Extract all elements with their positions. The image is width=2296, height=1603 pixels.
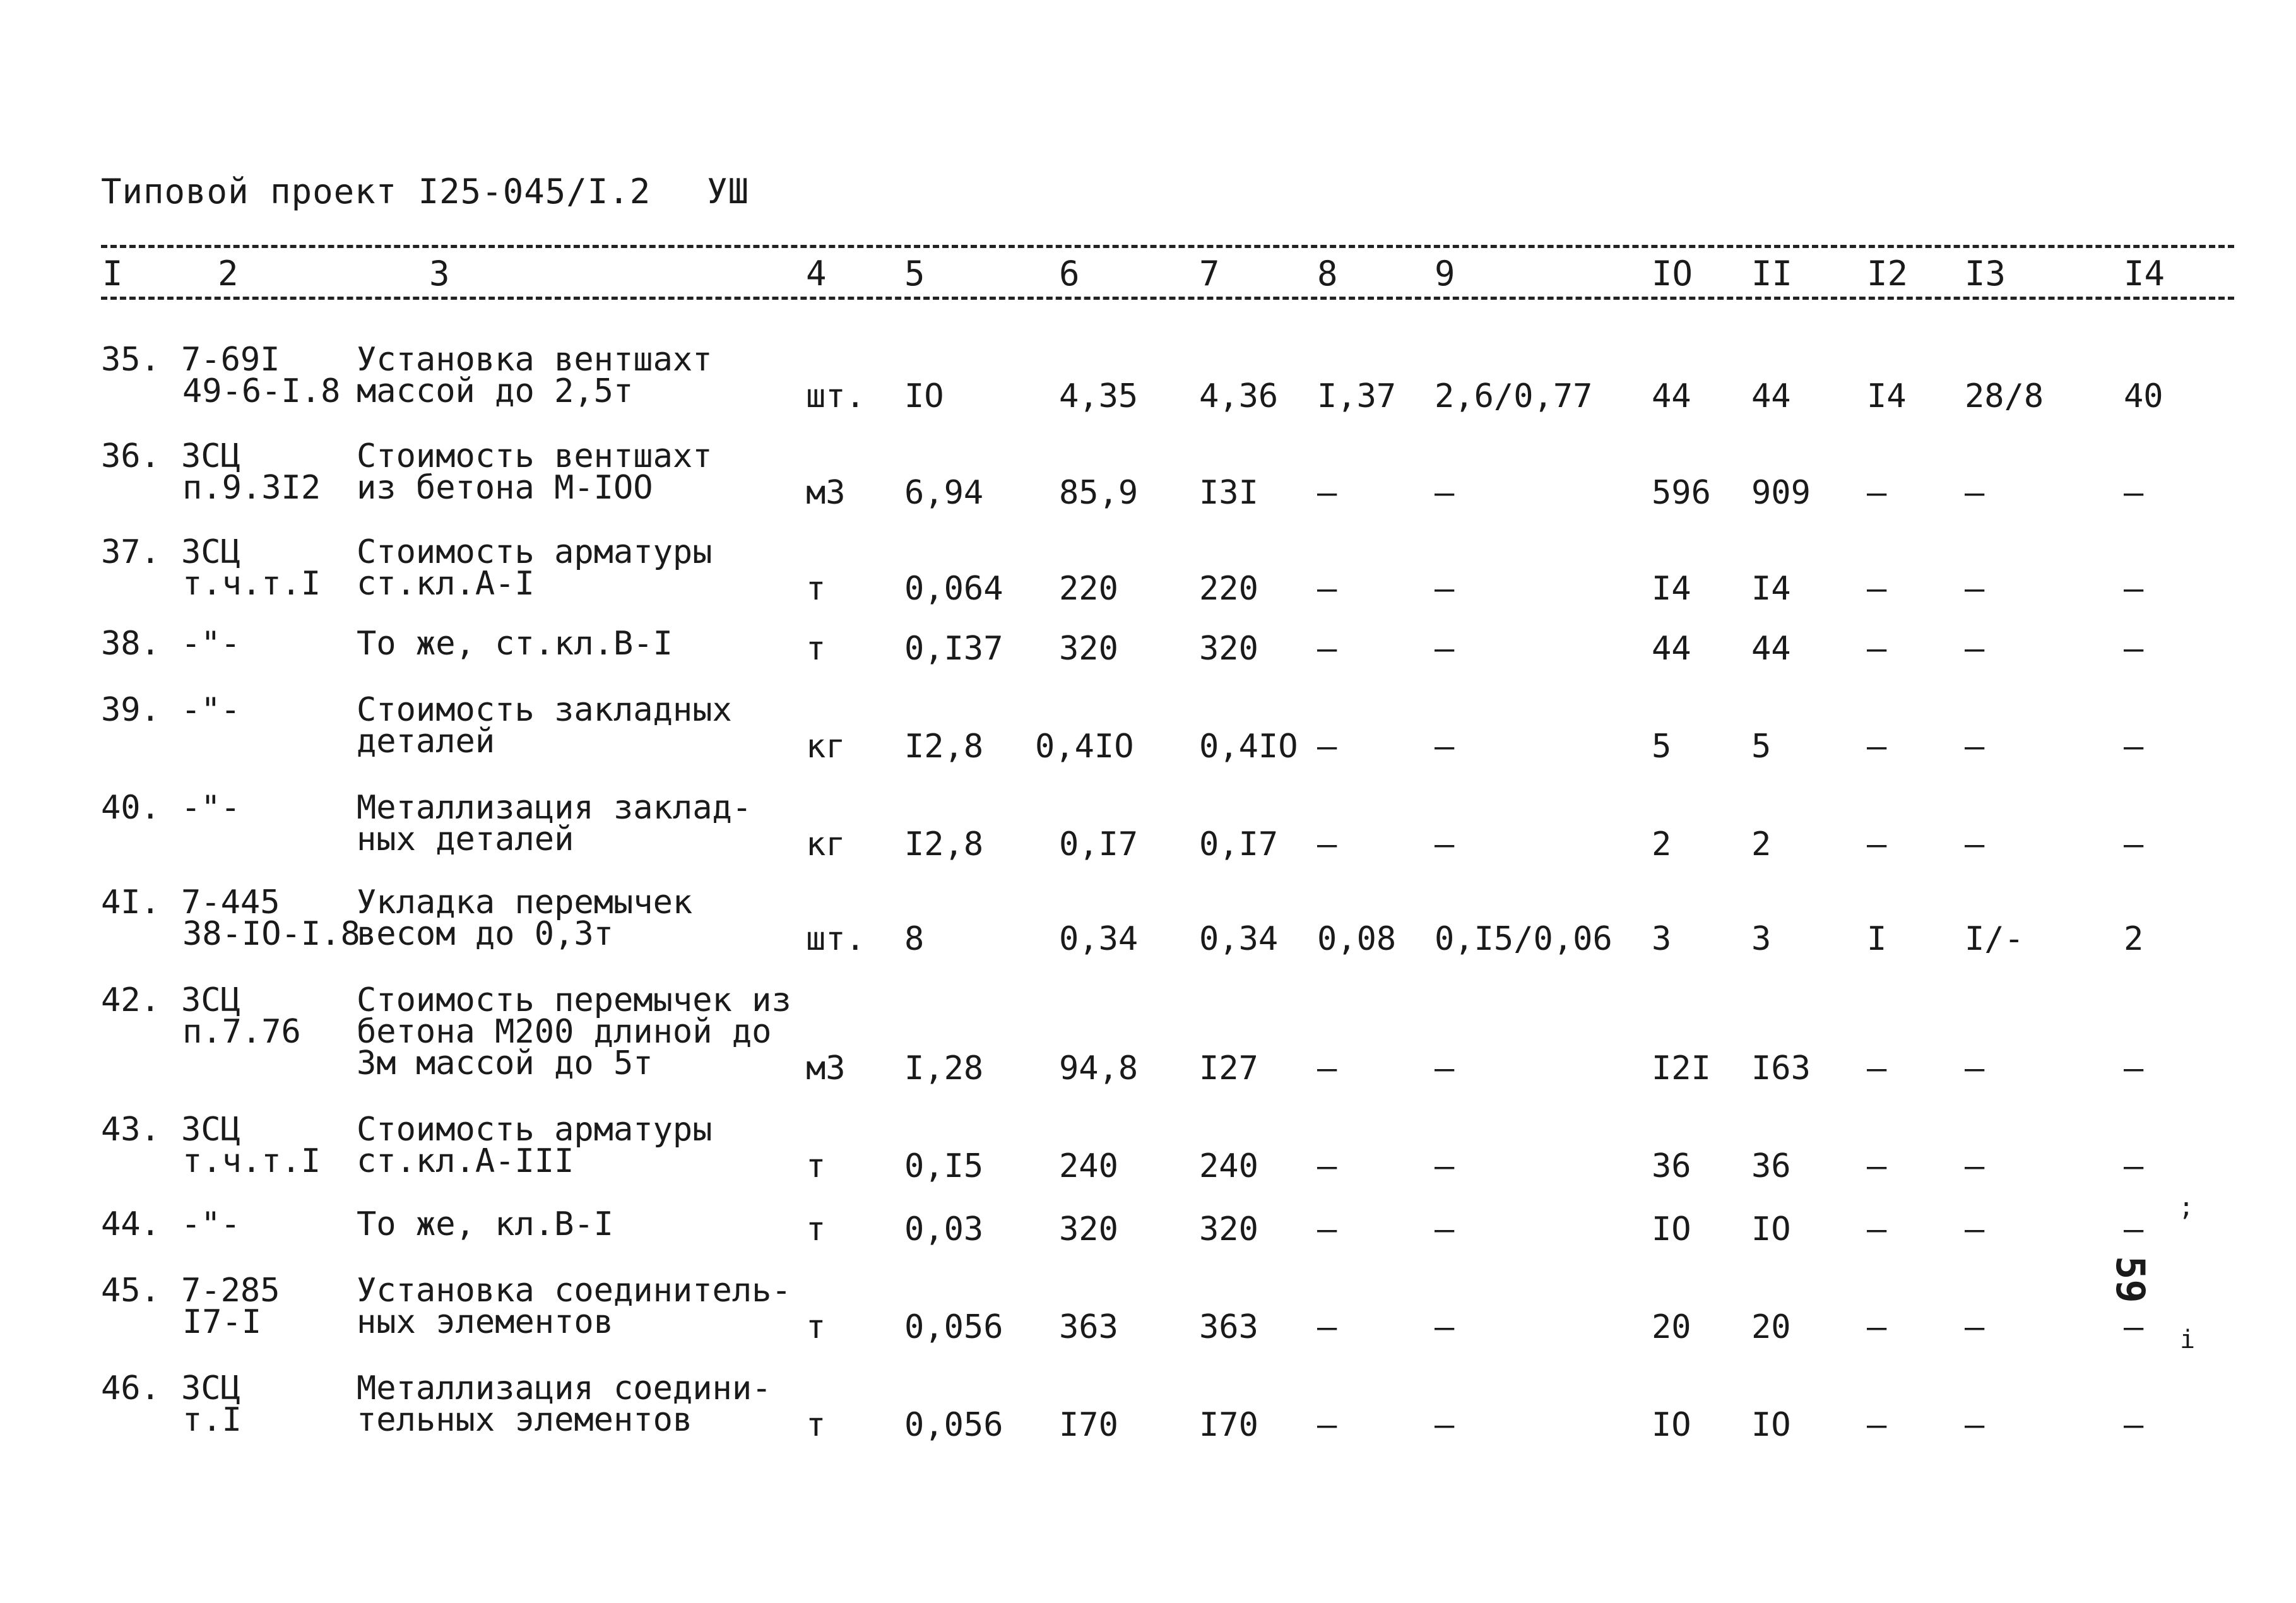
quantity-cell: I2,8 bbox=[904, 825, 984, 863]
machine-cell: – bbox=[1435, 728, 1455, 766]
unit-cost-cell: 320 bbox=[1059, 630, 1118, 668]
scan-mark: i bbox=[2180, 1325, 2196, 1354]
total-wage-cell: – bbox=[1867, 1050, 1887, 1087]
column-number: 2 bbox=[218, 254, 239, 293]
unit-cost-total-cell: I70 bbox=[1199, 1406, 1258, 1444]
norm-code: I7-I bbox=[182, 1303, 262, 1341]
total-cost-cell: 596 bbox=[1652, 474, 1711, 512]
column-number: I4 bbox=[2124, 254, 2165, 293]
work-description: Стоимость арматуры bbox=[357, 533, 713, 571]
row-number: 42. bbox=[101, 981, 160, 1019]
norm-code: -"- bbox=[181, 625, 240, 663]
document-header bbox=[101, 172, 750, 211]
total-cost-cell-2: 909 bbox=[1751, 474, 1811, 512]
norm-code: -"- bbox=[181, 789, 240, 827]
work-description: тельных элементов bbox=[357, 1401, 693, 1439]
total-machine-cell: – bbox=[1965, 1308, 1985, 1346]
unit-cell: т bbox=[806, 1147, 826, 1185]
quantity-cell: 0,I37 bbox=[904, 630, 1003, 668]
column-number: 5 bbox=[904, 254, 925, 293]
total-cost-cell-2: 44 bbox=[1751, 630, 1791, 668]
total-cost-cell: 44 bbox=[1652, 630, 1691, 668]
unit-cost-total-cell: 0,I7 bbox=[1199, 825, 1279, 863]
work-description: Укладка перемычек bbox=[357, 884, 693, 921]
norm-code: -"- bbox=[181, 1205, 240, 1243]
total-cost-cell-2: I63 bbox=[1751, 1050, 1811, 1087]
quantity-cell: 0,056 bbox=[904, 1308, 1003, 1346]
quantity-cell: I,28 bbox=[904, 1050, 984, 1087]
total-machine-cell: – bbox=[1965, 1147, 1985, 1185]
work-description: ст.кл.А-III bbox=[357, 1142, 574, 1180]
unit-cost-cell: 0,34 bbox=[1059, 920, 1139, 958]
row-number: 40. bbox=[101, 789, 160, 827]
total-wage-cell: – bbox=[1867, 728, 1887, 766]
unit-cost-total-cell: 363 bbox=[1199, 1308, 1258, 1346]
unit-cost-total-cell: I3I bbox=[1199, 474, 1258, 512]
norm-code: п.7.76 bbox=[182, 1013, 301, 1051]
column-number: 8 bbox=[1317, 254, 1338, 293]
row-number: 44. bbox=[101, 1205, 160, 1243]
total-wage-cell: – bbox=[1867, 1308, 1887, 1346]
unit-cell: шт. bbox=[806, 920, 865, 958]
work-description: ных элементов bbox=[357, 1303, 613, 1341]
quantity-cell: 6,94 bbox=[904, 474, 984, 512]
unit-cost-total-cell: 240 bbox=[1199, 1147, 1258, 1185]
labor-cell: – bbox=[2124, 570, 2144, 608]
work-description: Металлизация соедини- bbox=[357, 1369, 772, 1407]
unit-cost-cell: 4,35 bbox=[1059, 377, 1139, 415]
total-cost-cell: I2I bbox=[1652, 1050, 1711, 1087]
total-cost-cell: IO bbox=[1652, 1406, 1691, 1444]
total-cost-cell: 36 bbox=[1652, 1147, 1691, 1185]
work-description: То же, кл.В-I bbox=[357, 1205, 613, 1243]
total-cost-cell: 20 bbox=[1652, 1308, 1691, 1346]
total-wage-cell: I bbox=[1867, 920, 1887, 958]
work-description: То же, ст.кл.В-I bbox=[357, 625, 673, 663]
quantity-cell: IO bbox=[904, 377, 944, 415]
work-description: массой до 2,5т bbox=[357, 372, 634, 410]
work-description: Стоимость арматуры bbox=[357, 1111, 713, 1149]
total-cost-cell-2: IO bbox=[1751, 1210, 1791, 1248]
work-description: ных деталей bbox=[357, 820, 574, 858]
machine-cell: – bbox=[1435, 570, 1455, 608]
wage-cell: – bbox=[1317, 1308, 1337, 1346]
unit-cost-cell: 240 bbox=[1059, 1147, 1118, 1185]
unit-cell: т bbox=[806, 570, 826, 608]
unit-cell: м3 bbox=[806, 474, 846, 512]
total-cost-cell: 44 bbox=[1652, 377, 1691, 415]
column-number: 6 bbox=[1059, 254, 1080, 293]
work-description: Установка вентшахт bbox=[357, 341, 713, 379]
total-wage-cell: – bbox=[1867, 1406, 1887, 1444]
total-cost-cell-2: 5 bbox=[1751, 728, 1772, 766]
row-number: 36. bbox=[101, 437, 160, 475]
column-number: II bbox=[1751, 254, 1793, 293]
norm-code: ЗСЦ bbox=[181, 1369, 240, 1407]
norm-code: 7-285 bbox=[181, 1272, 280, 1310]
norm-code: п.9.3I2 bbox=[182, 469, 321, 507]
unit-cell: м3 bbox=[806, 1050, 846, 1087]
work-description: бетона М200 длиной до bbox=[357, 1013, 772, 1051]
work-description: Металлизация заклад- bbox=[357, 789, 752, 827]
work-description: Стоимость вентшахт bbox=[357, 437, 713, 475]
column-number: 4 bbox=[806, 254, 827, 293]
row-number: 4I. bbox=[101, 884, 160, 921]
scan-mark: ; bbox=[2179, 1193, 2194, 1222]
total-cost-cell-2: 3 bbox=[1751, 920, 1772, 958]
unit-cost-cell: 0,4IO bbox=[1035, 728, 1134, 766]
total-machine-cell: – bbox=[1965, 630, 1985, 668]
unit-cell: шт. bbox=[806, 377, 865, 415]
total-cost-cell-2: 20 bbox=[1751, 1308, 1791, 1346]
total-machine-cell: 28/8 bbox=[1965, 377, 2044, 415]
norm-code: 7-445 bbox=[181, 884, 280, 921]
quantity-cell: 0,03 bbox=[904, 1210, 984, 1248]
wage-cell: – bbox=[1317, 728, 1337, 766]
unit-cost-cell: 363 bbox=[1059, 1308, 1118, 1346]
machine-cell: – bbox=[1435, 825, 1455, 863]
unit-cell: т bbox=[806, 1308, 826, 1346]
unit-cost-total-cell: 220 bbox=[1199, 570, 1258, 608]
total-wage-cell: I4 bbox=[1867, 377, 1907, 415]
wage-cell: – bbox=[1317, 474, 1337, 512]
wage-cell: – bbox=[1317, 825, 1337, 863]
total-wage-cell: – bbox=[1867, 1210, 1887, 1248]
unit-cost-cell: I70 bbox=[1059, 1406, 1118, 1444]
row-number: 39. bbox=[101, 691, 160, 729]
total-cost-cell-2: IO bbox=[1751, 1406, 1791, 1444]
labor-cell: – bbox=[2124, 1210, 2144, 1248]
machine-cell: 0,I5/0,06 bbox=[1435, 920, 1613, 958]
unit-cell: т bbox=[806, 1406, 826, 1444]
machine-cell: 2,6/0,77 bbox=[1435, 377, 1593, 415]
norm-code: -"- bbox=[181, 691, 240, 729]
wage-cell: – bbox=[1317, 630, 1337, 668]
total-machine-cell: – bbox=[1965, 474, 1985, 512]
machine-cell: – bbox=[1435, 630, 1455, 668]
unit-cost-total-cell: 0,4IO bbox=[1199, 728, 1298, 766]
total-wage-cell: – bbox=[1867, 630, 1887, 668]
unit-cost-cell: 85,9 bbox=[1059, 474, 1139, 512]
labor-cell: – bbox=[2124, 474, 2144, 512]
total-cost-cell: 3 bbox=[1652, 920, 1672, 958]
total-machine-cell: – bbox=[1965, 728, 1985, 766]
total-wage-cell: – bbox=[1867, 570, 1887, 608]
labor-cell: – bbox=[2124, 825, 2144, 863]
norm-code: ЗСЦ bbox=[181, 981, 240, 1019]
quantity-cell: 0,I5 bbox=[904, 1147, 984, 1185]
unit-cell: кг bbox=[806, 825, 846, 863]
page-number-stamp: 59 bbox=[2107, 1256, 2153, 1303]
machine-cell: – bbox=[1435, 1308, 1455, 1346]
norm-code: 38-IO-I.8 bbox=[182, 915, 360, 953]
unit-cost-total-cell: 4,36 bbox=[1199, 377, 1279, 415]
unit-cost-total-cell: 320 bbox=[1199, 630, 1258, 668]
labor-cell: – bbox=[2124, 1406, 2144, 1444]
total-cost-cell: I4 bbox=[1652, 570, 1691, 608]
column-number: 7 bbox=[1199, 254, 1220, 293]
norm-code: 49-6-I.8 bbox=[182, 372, 341, 410]
unit-cell: т bbox=[806, 1210, 826, 1248]
norm-code: ЗСЦ bbox=[181, 437, 240, 475]
wage-cell: – bbox=[1317, 1147, 1337, 1185]
total-machine-cell: – bbox=[1965, 825, 1985, 863]
total-wage-cell: – bbox=[1867, 474, 1887, 512]
row-number: 46. bbox=[101, 1369, 160, 1407]
unit-cost-total-cell: I27 bbox=[1199, 1050, 1258, 1087]
total-machine-cell: – bbox=[1965, 1406, 1985, 1444]
column-number: 3 bbox=[429, 254, 450, 293]
norm-code: ЗСЦ bbox=[181, 533, 240, 571]
labor-cell: 40 bbox=[2124, 377, 2163, 415]
norm-code: т.ч.т.I bbox=[182, 1142, 321, 1180]
quantity-cell: 0,056 bbox=[904, 1406, 1003, 1444]
top-dashed-rule bbox=[101, 245, 2234, 248]
column-number: I3 bbox=[1965, 254, 2006, 293]
labor-cell: – bbox=[2124, 1308, 2144, 1346]
norm-code: 7-69I bbox=[181, 341, 280, 379]
column-number: IO bbox=[1652, 254, 1693, 293]
norm-code: т.ч.т.I bbox=[182, 565, 321, 603]
labor-cell: – bbox=[2124, 630, 2144, 668]
total-cost-cell-2: I4 bbox=[1751, 570, 1791, 608]
row-number: 37. bbox=[101, 533, 160, 571]
wage-cell: 0,08 bbox=[1317, 920, 1397, 958]
total-cost-cell-2: 44 bbox=[1751, 377, 1791, 415]
unit-cell: кг bbox=[806, 728, 846, 766]
work-description: весом до 0,3т bbox=[357, 915, 613, 953]
wage-cell: I,37 bbox=[1317, 377, 1397, 415]
machine-cell: – bbox=[1435, 1147, 1455, 1185]
work-description: ст.кл.А-I bbox=[357, 565, 535, 603]
work-description: Установка соединитель- bbox=[357, 1272, 791, 1310]
machine-cell: – bbox=[1435, 474, 1455, 512]
column-number: I bbox=[102, 254, 123, 293]
unit-cost-cell: 320 bbox=[1059, 1210, 1118, 1248]
total-machine-cell: – bbox=[1965, 1210, 1985, 1248]
wage-cell: – bbox=[1317, 570, 1337, 608]
total-cost-cell-2: 2 bbox=[1751, 825, 1772, 863]
unit-cost-total-cell: 0,34 bbox=[1199, 920, 1279, 958]
sheet-number: УШ bbox=[707, 172, 750, 211]
work-description: Стоимость перемычек из bbox=[357, 981, 791, 1019]
unit-cost-cell: 94,8 bbox=[1059, 1050, 1139, 1087]
norm-code: ЗСЦ bbox=[181, 1111, 240, 1149]
row-number: 38. bbox=[101, 625, 160, 663]
unit-cell: т bbox=[806, 630, 826, 668]
unit-cost-cell: 220 bbox=[1059, 570, 1118, 608]
machine-cell: – bbox=[1435, 1406, 1455, 1444]
wage-cell: – bbox=[1317, 1210, 1337, 1248]
row-number: 43. bbox=[101, 1111, 160, 1149]
column-number: I2 bbox=[1867, 254, 1908, 293]
work-description: 3м массой до 5т bbox=[357, 1044, 653, 1082]
work-description: Стоимость закладных bbox=[357, 691, 732, 729]
total-machine-cell: – bbox=[1965, 1050, 1985, 1087]
unit-cost-cell: 0,I7 bbox=[1059, 825, 1139, 863]
quantity-cell: 0,064 bbox=[904, 570, 1003, 608]
quantity-cell: 8 bbox=[904, 920, 925, 958]
row-number: 45. bbox=[101, 1272, 160, 1310]
total-cost-cell: IO bbox=[1652, 1210, 1691, 1248]
wage-cell: – bbox=[1317, 1050, 1337, 1087]
norm-code: т.I bbox=[182, 1401, 242, 1439]
labor-cell: – bbox=[2124, 1147, 2144, 1185]
machine-cell: – bbox=[1435, 1210, 1455, 1248]
total-cost-cell: 5 bbox=[1652, 728, 1672, 766]
labor-cell: 2 bbox=[2124, 920, 2144, 958]
total-cost-cell: 2 bbox=[1652, 825, 1672, 863]
work-description: деталей bbox=[357, 723, 495, 760]
labor-cell: – bbox=[2124, 728, 2144, 766]
column-number: 9 bbox=[1435, 254, 1455, 293]
total-machine-cell: I/- bbox=[1965, 920, 2024, 958]
labor-cell: – bbox=[2124, 1050, 2144, 1087]
machine-cell: – bbox=[1435, 1050, 1455, 1087]
wage-cell: – bbox=[1317, 1406, 1337, 1444]
unit-cost-total-cell: 320 bbox=[1199, 1210, 1258, 1248]
total-machine-cell: – bbox=[1965, 570, 1985, 608]
work-description: из бетона М-IOO bbox=[357, 469, 653, 507]
total-wage-cell: – bbox=[1867, 1147, 1887, 1185]
quantity-cell: I2,8 bbox=[904, 728, 984, 766]
total-wage-cell: – bbox=[1867, 825, 1887, 863]
total-cost-cell-2: 36 bbox=[1751, 1147, 1791, 1185]
row-number: 35. bbox=[101, 341, 160, 379]
header-dashed-rule bbox=[101, 297, 2234, 300]
project-title: Типовой проект I25-045/I.2 bbox=[101, 172, 651, 211]
